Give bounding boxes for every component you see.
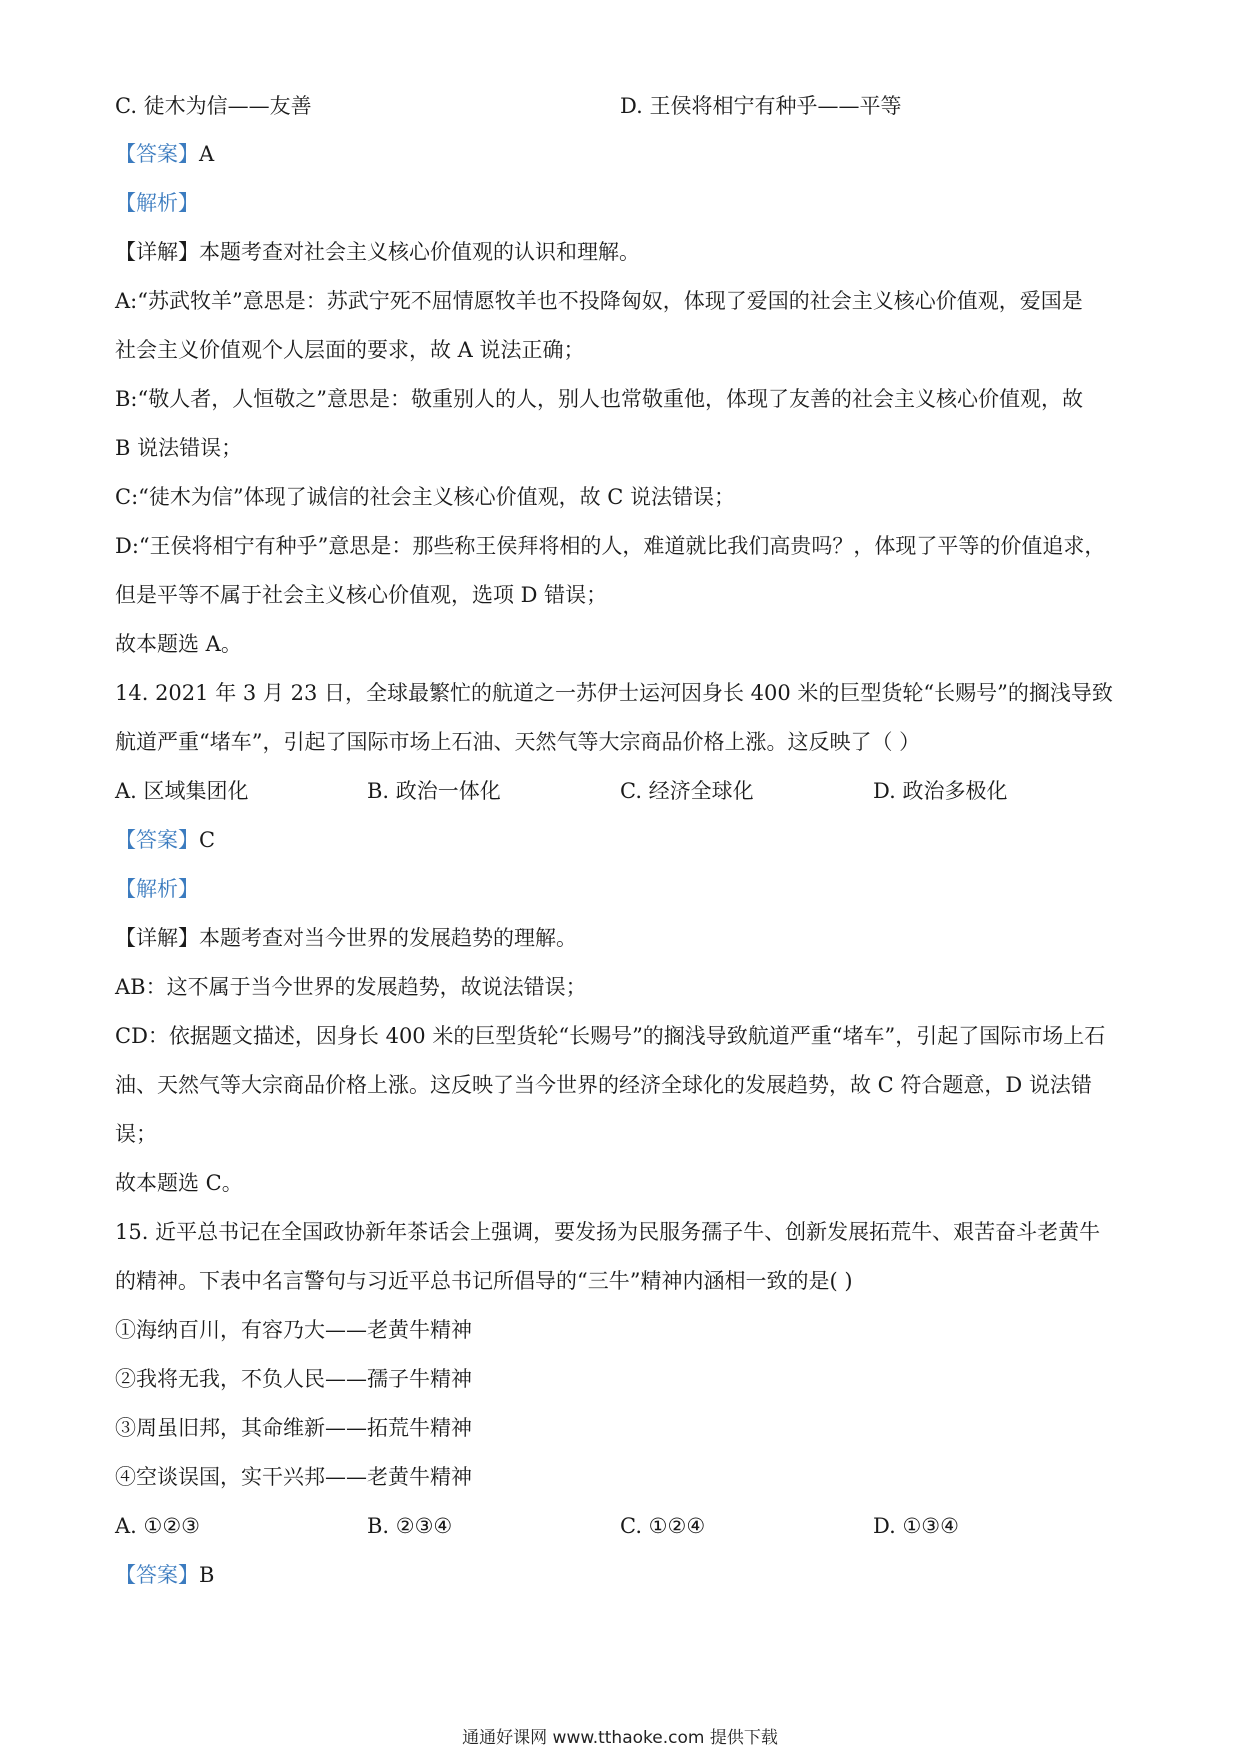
detail-tag: 【详解】 [115,926,199,950]
q14-stem-line: 航道严重“堵车”，引起了国际市场上石油、天然气等大宗商品价格上涨。这反映了（ ） [115,730,921,754]
q15-stem-line: 的精神。下表中名言警句与习近平总书记所倡导的“三牛”精神内涵相一致的是( ) [115,1269,853,1293]
q13-answer [115,139,1135,169]
q13-detail: 【详解】本题考查对社会主义核心价值观的认识和理解。 [115,240,640,264]
q14-option-c: C. 经济全球化 [620,779,754,803]
q14-option-a: A. 区域集团化 [115,779,249,803]
q13-detail-line: A:“苏武牧羊”意思是：苏武宁死不屈情愿牧羊也不投降匈奴，体现了爱国的社会主义核心价值观，爱国是 [115,289,1083,313]
q15-option-a: A. ①②③ [115,1514,200,1538]
answer-value: C [199,828,216,852]
q14-detail: 【详解】本题考查对当今世界的发展趋势的理解。 [115,926,577,950]
q13-detail-line: B 说法错误； [115,436,243,460]
q14-detail-line: AB：这不属于当今世界的发展趋势，故说法错误； [115,975,587,999]
q15-stem-line: 15. 近平总书记在全国政协新年茶话会上强调，要发扬为民服务孺子牛、创新发展拓荒牛、艰苦奋斗老黄牛 [115,1220,1101,1244]
q15-item: ①海纳百川，有容乃大——老黄牛精神 [115,1318,472,1342]
q13-analysis-tag: 【解析】 [115,191,199,215]
page-footer: 通通好课网 www.tthaoke.com 提供下载 [462,1728,778,1748]
q13-option-d: D. 王侯将相宁有种乎——平等 [620,94,902,118]
q15-item: ④空谈误国，实干兴邦——老黄牛精神 [115,1465,472,1489]
q13-detail-line: B:“敬人者，人恒敬之”意思是：敬重别人的人，别人也常敬重他，体现了友善的社会主义核心价值观，故 [115,387,1083,411]
q15-option-c: C. ①②④ [620,1514,706,1538]
q14-answer [115,825,1135,855]
q13-option-c: C. 徒木为信——友善 [115,94,312,118]
q14-detail-line: 误； [115,1122,157,1146]
q13-detail-line: D:“王侯将相宁有种乎”意思是：那些称王侯拜将相的人，难道就比我们高贵吗？，体现了平等的价值追求， [115,534,1106,558]
q14-analysis-tag: 【解析】 [115,877,199,901]
q14-detail-line: 油、天然气等大宗商品价格上涨。这反映了当今世界的经济全球化的发展趋势，故 C 符合题意，D 说法错 [115,1073,1092,1097]
answer-tag: 【答案】 [115,1563,199,1587]
q15-item: ③周虽旧邦，其命维新——拓荒牛精神 [115,1416,472,1440]
q14-stem-line: 14. 2021 年 3 月 23 日，全球最繁忙的航道之一苏伊士运河因身长 400 米的巨型货轮“长赐号”的搁浅导致 [115,681,1113,705]
q15-answer [115,1560,1135,1590]
q15-option-d: D. ①③④ [873,1514,959,1538]
answer-value: A [199,142,215,166]
q13-detail-line: C:“徒木为信”体现了诚信的社会主义核心价值观，故 C 说法错误； [115,485,736,509]
q14-option-b: B. 政治一体化 [367,779,501,803]
q13-detail-line: 但是平等不属于社会主义核心价值观，选项 D 错误； [115,583,608,607]
q14-conclusion: 故本题选 C。 [115,1171,243,1195]
answer-tag: 【答案】 [115,142,199,166]
q15-item: ②我将无我，不负人民——孺子牛精神 [115,1367,472,1391]
detail-tag: 【详解】 [115,240,199,264]
q14-option-d: D. 政治多极化 [873,779,1008,803]
q13-detail-line: 社会主义价值观个人层面的要求，故 A 说法正确； [115,338,585,362]
q13-conclusion: 故本题选 A。 [115,632,242,656]
answer-value: B [199,1563,215,1587]
q14-detail-line: CD：依据题文描述，因身长 400 米的巨型货轮“长赐号”的搁浅导致航道严重“堵车”，引起了国际市场上石 [115,1024,1106,1048]
answer-tag: 【答案】 [115,828,199,852]
q15-option-b: B. ②③④ [367,1514,453,1538]
